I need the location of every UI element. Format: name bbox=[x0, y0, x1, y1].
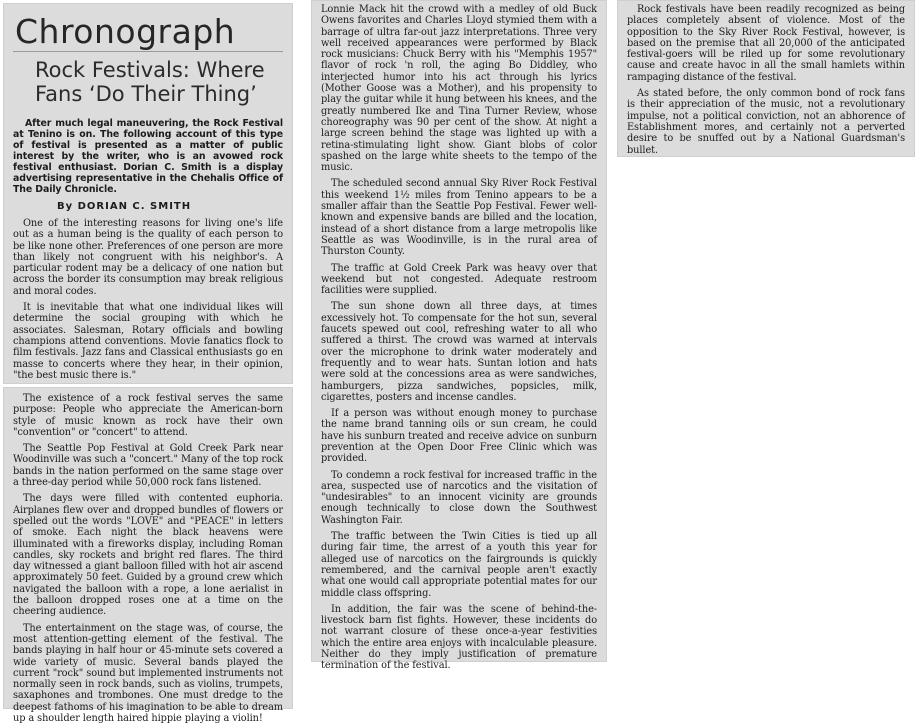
intro-note bbox=[13, 118, 283, 195]
article-paragraph: The entertainment on the stage was, of course, the most attention-getting element of the festival. The bands playing in half hour or 45-minute sets covered a wide variety of music. Several bands played the current "rock" sound but implemented instruments not normally seen in rock bands, such as violins, trumpets, saxaphones and trombones. One must dredge to the deepest fathoms of his imagination to be able to dream up a shoulder length haired hippie playing a violin! bbox=[13, 622, 283, 724]
article-paragraph: It is inevitable that what one individual likes will determine the social grouping with which he associates. Salesman, Rotary officials and bowling champions attend conventions. Movie fanatics flock to film festivals. Jazz fans and Classical enthusiasts go en masse to concerts where they hear, in their opinion, "the best music there is." bbox=[13, 302, 283, 381]
column-1-bottom-clipping bbox=[3, 387, 293, 724]
article-paragraph: To condemn a rock festival for increased traffic in the area, suspected use of narcotics and the visitation of "undesirables" to an innocent vicinity are grounds enough technically to close down the Southwest Washington Fair. bbox=[321, 469, 597, 526]
article-paragraph: Lonnie Mack hit the crowd with a medley of old Buck Owens favorites and Charles Lloyd stymied them with a barrage of ultra far-out jazz interpretations. Three very well received appearances were performed by Black rock musicians: Chuck Berry with his "Memphis 1957" flavor of rock 'n roll, the aging Bo Diddley, who interjected humor into his act through his lyrics (Mother Goose was a Mother), and his propensity to play the guitar while it hung between his knees, and the greatly numbered Ike and Tina Turner Review, whose choreography was 90 per cent of the show. At night a large screen behind the stage was lighted up with a retina-stimulating light show. Giant blobs of color spashed on the large white sheets to the tempo of the music. bbox=[321, 4, 597, 174]
headline-line-2: Fans ‘Do Their Thing’ bbox=[35, 82, 257, 106]
article-paragraph: One of the interesting reasons for living one's life out as a human being is the quality of each person to be like none other. Preferences of one person are more than likely not congruent with his neighbor's. A particular rodent may be a delicacy of one nation but across the border its consumption may break religious and moral codes. bbox=[13, 218, 283, 297]
article-paragraph: The existence of a rock festival serves the same purpose: People who appreciate the American-born style of music known as rock have their own "convention" or "concert" to attend. bbox=[13, 393, 283, 438]
column-1-top-clipping bbox=[3, 3, 293, 384]
column-3-clipping bbox=[617, 0, 915, 157]
article-paragraph: If a person was without enough money to purchase the name brand tanning oils or sun cream, he could have his sunburn treated and receive advice on sunburn prevention at the Open Door Free Clinic which was provided. bbox=[321, 408, 597, 465]
column-2-clipping bbox=[311, 0, 607, 672]
article-paragraph: In addition, the fair was the scene of behind-the-livestock barn fist fights. However, these incidents do not warrant closure of these once-a-year festivities which the entire area enjoys with incalculable pleasure. Neither do they imply justification of premature termination of the festival. bbox=[321, 603, 597, 672]
byline: By DORIAN C. SMITH bbox=[57, 201, 192, 212]
article-paragraph: The days were filled with contented euphoria. Airplanes flew over and dropped bundles of flowers or spelled out the words "LOVE" and "PEACE" in letters of smoke. Each night the black heavens were illuminated with a fireworks display, including Roman candles, sky rockets and bright red flares. The third day witnessed a giant balloon filled with hot air ascend approximately 50 feet. Guided by a ground crew which navigated the balloon with a rope, a lone aerialist in the balloon dropped roses one at a time on the cheering audience. bbox=[13, 493, 283, 618]
article-paragraph: As stated before, the only common bond of rock fans is their appreciation of the music, not a revolutionary impulse, not a political conviction, not an abhorence of Establishment mores, and certainly not a perverted desire to be snuffed out by a National Guardsman's bullet. bbox=[627, 88, 905, 156]
article-paragraph: The sun shone down all three days, at times excessively hot. To compensate for the hot sun, several faucets spewed out cool, refreshing water to all who suffered a thirst. The crowd was warned at intervals over the microphone to drink water moderately and frequently and to wear hats. Suntan lotion and hats were sold at the concessions area as were sandwiches, hamburgers, pizza sandwiches, popsicles, milk, cigarettes, posters and incense candles. bbox=[321, 301, 597, 403]
article-paragraph: The Seattle Pop Festival at Gold Creek Park near Woodinville was such a "concert." Many of the top rock bands in the nation performed on the same stage over a three-day period while 50,000 rock fans listened. bbox=[13, 443, 283, 489]
article-paragraph: The scheduled second annual Sky River Rock Festival this weekend 1½ miles from Tenino appears to be a smaller affair than the Seattle Pop Festival. Fewer well-known and expensive bands are billed and the location, instead of a short distance from a large metropolis like Seattle as was Woodinville, is in the rural area of Thurston County. bbox=[321, 178, 597, 258]
article-paragraph: Rock festivals have been readily recognized as being places completely absent of violence. Most of the opposition to the Sky River Rock Festival, however, is based on the premise that all 20,000 of the anticipated festival-goers will be riled up for some revolutionary cause and create havoc in all the small hamlets within rampaging distance of the festival. bbox=[627, 4, 905, 83]
kicker-chronograph: Chronograph bbox=[13, 14, 283, 52]
headline-line-1: Rock Festivals: Where bbox=[35, 58, 265, 82]
article-paragraph: The traffic at Gold Creek Park was heavy over that weekend but not congested. Adequate restroom facilities were supplied. bbox=[321, 262, 597, 297]
headline bbox=[35, 58, 283, 106]
intro-paragraph: After much legal maneuvering, the Rock Festival at Tenino is on. The following account of this type of festival is presented as a matter of public interest by the writer, who is an avowed rock festival enthusiast. Dorian C. Smith is a display advertising representative in the Chehalis Office of The Daily Chronicle. bbox=[13, 118, 283, 195]
article-paragraph: The traffic between the Twin Cities is tied up all during fair time, the arrest of a youth this year for alleged use of narcotics on the fairgrounds is quickly remembered, and the carnival people aren't exactly what one would call appropriate potential mates for our middle class offspring. bbox=[321, 531, 597, 599]
